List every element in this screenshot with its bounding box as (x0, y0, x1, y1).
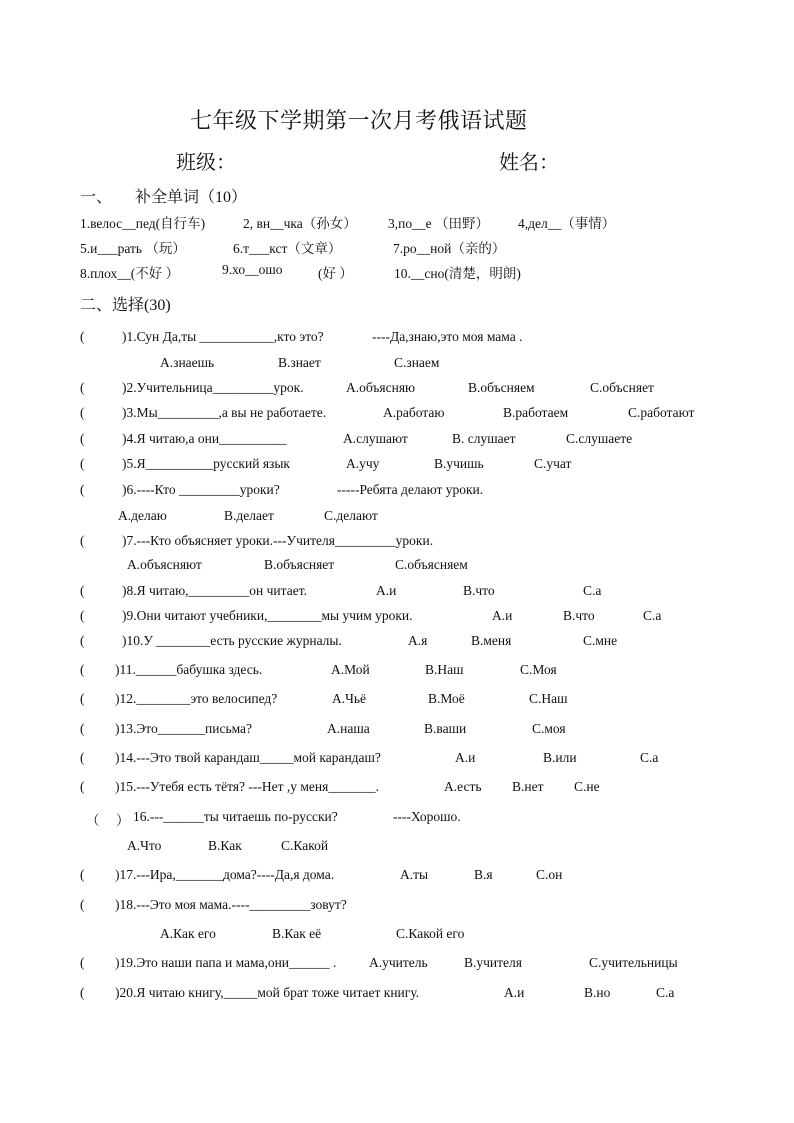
answer-paren: （ (86, 813, 100, 828)
option-a: A.учу (346, 456, 380, 471)
answer-paren: ( (80, 691, 85, 706)
option-b: B.ваши (424, 721, 467, 736)
answer-paren: ( (80, 662, 85, 677)
option-b: B.учишь (434, 456, 484, 471)
fill-item: 10.__сно(清楚，明朗) (394, 266, 521, 281)
question-text: )10.У ________есть русские журналы. (122, 633, 342, 648)
fill-item: 1.велос__пед(自行车) (80, 216, 206, 231)
answer-paren: ( (80, 955, 85, 970)
option-b: B.нет (512, 779, 544, 794)
question-text: )15.---Утебя есть тётя? ---Нет ,у меня_______. (115, 779, 379, 794)
option-c: C.слушаете (566, 431, 633, 446)
question-extra: ----Да,знаю,это моя мама . (372, 329, 523, 344)
option-b: B.делает (224, 508, 274, 523)
question-text: )8.Я читаю,_________он читает. (122, 583, 307, 598)
option-a: A.Что (127, 838, 162, 853)
option-c: C.он (536, 867, 563, 882)
option-a: A.Мой (331, 662, 370, 677)
option-c: C.Моя (520, 662, 557, 677)
question-text: )19.Это наши папа и мама,они______ . (115, 955, 337, 970)
fill-item: (好 ） (318, 266, 353, 281)
option-a: A.наша (327, 721, 370, 736)
option-a: A.есть (444, 779, 482, 794)
option-a: A.и (504, 985, 525, 1000)
answer-paren: ( (80, 985, 85, 1000)
option-c: C.мне (583, 633, 618, 648)
option-b: B.что (463, 583, 495, 598)
option-a: A.и (492, 608, 513, 623)
answer-paren: ( (80, 405, 85, 420)
question-text: )1.Сун Да,ты ___________,кто это? (122, 329, 324, 344)
option-b: B.но (584, 985, 611, 1000)
option-a: A.и (455, 750, 476, 765)
answer-paren: ( (80, 867, 85, 882)
option-c: C.Какой его (396, 926, 465, 941)
option-c: C.а (643, 608, 662, 623)
option-a: A.Как его (160, 926, 216, 941)
option-b: B.объясняет (264, 557, 335, 572)
question-text: )9.Они читают учебники,________мы учим уроки. (122, 608, 413, 623)
option-c: C.знаем (394, 355, 440, 370)
option-a: A.и (376, 583, 397, 598)
question-text: )20.Я читаю книгу,_____мой брат тоже читает книгу. (115, 985, 420, 1000)
option-a: A.работаю (383, 405, 445, 420)
question-text: )7.---Кто объясняет уроки.---Учителя_________уроки. (122, 533, 434, 548)
fill-item: 9.хо__ошо (222, 262, 283, 277)
page-title: 七年级下学期第一次月考俄语试题 (190, 108, 528, 133)
option-b: B.меня (471, 633, 512, 648)
answer-paren: ( (80, 721, 85, 736)
answer-paren: ( (80, 750, 85, 765)
option-b: B.Как (208, 838, 242, 853)
section1-title: 补全单词（10） (135, 189, 248, 206)
question-text: )2.Учительница_________урок. (122, 380, 304, 395)
question-text: )4.Я читаю,а они__________ (122, 431, 287, 446)
option-b: B.учителя (464, 955, 522, 970)
question-text: 16.---______ты читаешь по-русски? (133, 809, 338, 824)
question-text: )14.---Это твой карандаш_____мой карандаш? (115, 750, 381, 765)
option-c: C.объсняет (590, 380, 654, 395)
answer-paren: ( (80, 897, 85, 912)
answer-paren: ( (80, 482, 85, 497)
option-c: C.Наш (529, 691, 568, 706)
option-b: B.Как её (272, 926, 322, 941)
option-c: C.а (640, 750, 659, 765)
option-a: A.объясняют (127, 557, 202, 572)
question-text: )12.________это велосипед? (115, 691, 278, 706)
name-label: 姓名： (499, 152, 559, 174)
answer-paren: ( (80, 329, 85, 344)
option-b: B.объсняем (468, 380, 535, 395)
option-b: B.Наш (425, 662, 464, 677)
option-c: C.а (656, 985, 675, 1000)
option-b: B.я (474, 867, 493, 882)
option-a: A.знаешь (160, 355, 215, 370)
option-b: B.работаем (503, 405, 569, 420)
class-label: 班级： (176, 152, 236, 174)
answer-paren: ( (80, 533, 85, 548)
option-a: A.делаю (118, 508, 167, 523)
question-text: )13.Это_______письма? (115, 721, 253, 736)
option-c: C.учат (534, 456, 572, 471)
option-a: A.слушают (343, 431, 408, 446)
option-b: B.знает (278, 355, 321, 370)
option-c: C.не (574, 779, 600, 794)
fill-item: 2, вн__чка（孙女） (243, 216, 357, 231)
fill-item: 6.т___кст（文章） (233, 241, 342, 256)
option-c: C.Какой (281, 838, 329, 853)
option-c: C.учительницы (589, 955, 678, 970)
question-extra: ----Хорошо. (393, 809, 461, 824)
question-text: )18.---Это моя мама.----_________зовут? (115, 897, 347, 912)
answer-paren-close: ） (116, 813, 130, 828)
answer-paren: ( (80, 583, 85, 598)
section2-title: 二、选择(30) (80, 297, 171, 314)
option-b: B.Моё (428, 691, 465, 706)
option-c: C.объясняем (395, 557, 468, 572)
option-a: A.учитель (369, 955, 428, 970)
fill-item: 3,по__е （田野） (388, 216, 489, 231)
question-extra: -----Ребята делают уроки. (337, 482, 484, 497)
answer-paren: ( (80, 431, 85, 446)
question-text: )17.---Ира,_______дома?----Да,я дома. (115, 867, 335, 882)
option-c: C.делают (324, 508, 378, 523)
answer-paren: ( (80, 779, 85, 794)
option-c: C.а (583, 583, 602, 598)
fill-item: 8.плох__(不好 ） (80, 266, 180, 281)
option-a: A.ты (400, 867, 429, 882)
option-b: B.что (563, 608, 595, 623)
option-c: C.моя (532, 721, 566, 736)
fill-item: 4,дел__（事情） (518, 216, 616, 231)
option-a: A.я (408, 633, 428, 648)
answer-paren: ( (80, 633, 85, 648)
section1-number: 一、 (80, 189, 113, 206)
option-b: B. слушает (452, 431, 516, 446)
option-c: C.работают (628, 405, 695, 420)
option-a: A.объясняю (346, 380, 416, 395)
fill-item: 7.ро__ной（亲的） (393, 241, 506, 256)
option-a: A.Чьё (332, 691, 367, 706)
question-text: )5.Я__________русский язык (122, 456, 290, 471)
question-text: )11.______бабушка здесь. (115, 662, 263, 677)
answer-paren: ( (80, 456, 85, 471)
question-text: )6.----Кто _________уроки? (122, 482, 280, 497)
question-text: )3.Мы_________,а вы не работаете. (122, 405, 327, 420)
answer-paren: ( (80, 608, 85, 623)
option-b: B.или (543, 750, 577, 765)
fill-item: 5.и___рать （玩） (80, 241, 186, 256)
answer-paren: ( (80, 380, 85, 395)
